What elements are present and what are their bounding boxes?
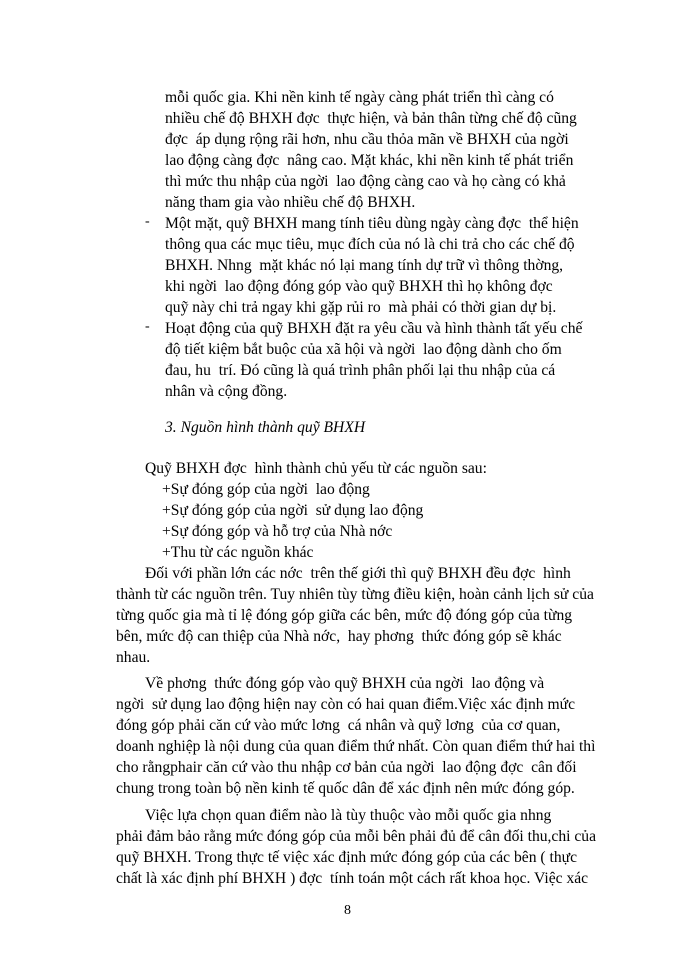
text-line: Một mặt, quỹ BHXH mang tính tiêu dùng ngày càng đợc thể hiện — [165, 215, 579, 232]
text-line: thông qua các mục tiêu, mục đích của nó là chi trả cho các chế độ — [165, 236, 575, 253]
text-line: doanh nghiệp là nội dung của quan điểm thứ nhất. Còn quan điểm thứ hai thì — [116, 738, 596, 755]
text-line: bên, mức độ can thiệp của Nhà nớc, hay phơng thức đóng góp sẽ khác — [116, 628, 562, 645]
text-line: đóng góp phải căn cứ vào mức lơng cá nhân và quỹ lơng của cơ quan, — [116, 717, 561, 734]
text-line: phải đảm bảo rằng mức đóng góp của mỗi bên phải đủ để cân đối thu,chi của — [116, 828, 597, 845]
text-line: từng quốc gia mà tỉ lệ đóng góp giữa các bên, mức độ đóng góp của từng — [116, 607, 573, 624]
text-line: năng tham gia vào nhiều chế độ BHXH. — [165, 194, 416, 211]
text-line: thành từ các nguồn trên. Tuy nhiên tùy từng điều kiện, hoàn cảnh lịch sử của — [116, 586, 594, 603]
bullet-marker: - — [145, 319, 150, 334]
text-line: thì mức thu nhập của ngời lao động càng cao và họ càng có khả — [165, 173, 566, 190]
text-line: ngời sử dụng lao động hiện nay còn có hai quan điểm.Việc xác định mức — [116, 696, 575, 713]
text-line: Đối với phần lớn các nớc trên thế giới thì quỹ BHXH đều đợc hình — [145, 565, 571, 582]
text-line: nhau. — [116, 649, 151, 666]
bullet-marker: - — [145, 214, 150, 229]
text-line: cho rằngphair căn cứ vào thu nhập cơ bản của ngời lao động đợc cân đối — [116, 759, 577, 776]
text-line: BHXH. Nhng mặt khác nó lại mang tính dự trữ vì thông thờng, — [165, 257, 564, 274]
text-line: Việc lựa chọn quan điểm nào là tùy thuộc vào mỗi quốc gia nhng — [145, 807, 552, 824]
section-heading: 3. Nguồn hình thành quỹ BHXH — [165, 419, 366, 436]
text-line: đợc áp dụng rộng rãi hơn, nhu cầu thỏa mãn về BHXH của ngời — [165, 131, 569, 148]
text-line: nhân và cộng đồng. — [165, 383, 288, 400]
text-line: đau, hu trí. Đó cũng là quá trình phân phối lại thu nhập của cá — [165, 362, 556, 379]
page-number: 8 — [344, 903, 351, 918]
text-line: lao động càng đợc nâng cao. Mặt khác, khi nền kinh tế phát triển — [165, 152, 574, 169]
text-line: chung trong toàn bộ nền kinh tế quốc dân để xác định nên mức đóng góp. — [116, 780, 575, 797]
intro-line: Quỹ BHXH đợc hình thành chủ yếu từ các nguồn sau: — [145, 460, 487, 477]
text-line: nhiều chế độ BHXH đợc thực hiện, và bản thân từng chế độ cũng — [165, 110, 577, 127]
list-item: +Sự đóng góp của ngời sử dụng lao động — [162, 502, 424, 519]
text-line: độ tiết kiệm bắt buộc của xã hội và ngời lao động dành cho ốm — [165, 341, 562, 358]
text-line: quỹ BHXH. Trong thực tế việc xác định mức đóng góp của các bên ( thực — [116, 849, 578, 866]
text-line: Về phơng thức đóng góp vào quỹ BHXH của ngời lao động và — [145, 675, 545, 692]
list-item: +Thu từ các nguồn khác — [162, 544, 314, 561]
list-item: +Sự đóng góp và hỗ trợ của Nhà nớc — [162, 523, 393, 540]
text-line: quỹ này chi trả ngay khi gặp rủi ro mà phải có thời gian dự bị. — [165, 299, 557, 316]
text-line: mỗi quốc gia. Khi nền kinh tế ngày càng phát triển thì càng có — [165, 89, 554, 106]
text-line: chất là xác định phí BHXH ) đợc tính toán một cách rất khoa học. Việc xác — [116, 870, 589, 887]
text-line: Hoạt động của quỹ BHXH đặt ra yêu cầu và hình thành tất yếu chế — [165, 320, 583, 337]
list-item: +Sự đóng góp của ngời lao động — [162, 481, 370, 498]
text-line: khi ngời lao động đóng góp vào quỹ BHXH thì họ không đợc — [165, 278, 553, 295]
